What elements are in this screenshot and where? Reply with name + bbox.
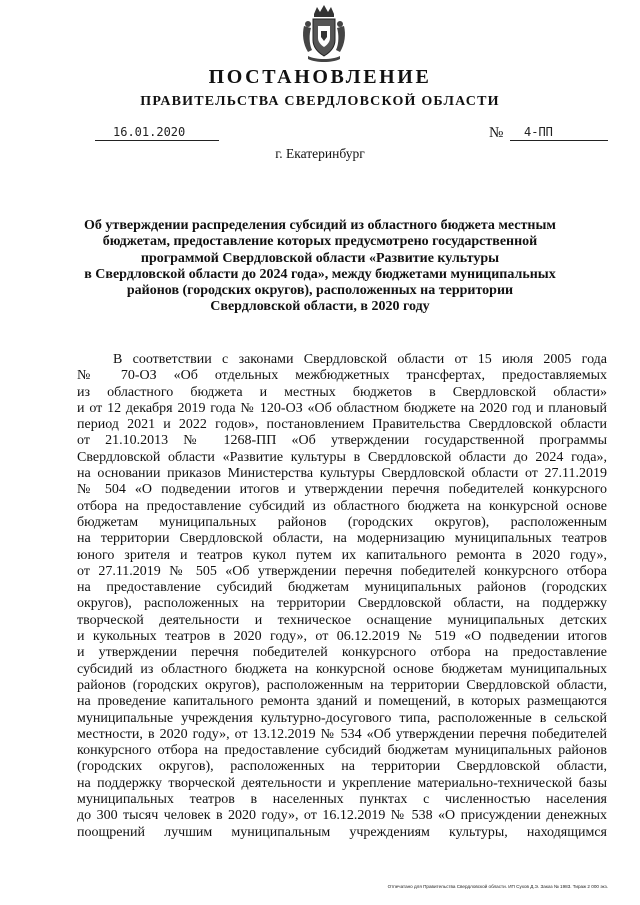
- body-line: В соответствии с законами Свердловской области от 15 июля 2005 года: [113, 352, 607, 367]
- body-line: юного зрителя и театров кукол путем их капитального ремонта в 2020 году»,: [77, 547, 607, 563]
- resolution-heading: [80, 218, 560, 316]
- body-line: на территории Свердловской области, на модернизацию муниципальных театров: [77, 531, 607, 547]
- body-line: муниципальные учреждения культурно-досугового типа, расположенные в сельской: [77, 710, 607, 726]
- body-line: на основании приказов Министерства культуры Свердловской области от 27.11.2019: [77, 466, 607, 482]
- heading-line: Свердловской области, в 2020 году: [210, 299, 430, 315]
- body-line: от 21.10.2013 № 1268-ПП «Об утверждении государственной программы: [77, 433, 607, 449]
- body-line: местности, в 2020 году», от 13.12.2019 № 534 «Об утверждении перечня победителей: [77, 726, 607, 742]
- body-line: из областного бюджета и местных бюджетов в Свердловской области»: [77, 384, 607, 400]
- body-line: отбора на предоставление субсидий из областного бюджета на конкурсной основе: [77, 498, 607, 514]
- document-date: 16.01.2020: [113, 125, 186, 139]
- document-title: ПОСТАНОВЛЕНИЕ: [208, 66, 432, 88]
- body-line: творческой деятельности и техническое оснащение муниципальных детских: [77, 612, 607, 628]
- body-line: № 70-ОЗ «Об отдельных межбюджетных трансфертах, предоставляемых: [77, 368, 607, 384]
- body-line: бюджетам муниципальных районов (городских округов), расположенным: [77, 514, 607, 530]
- heading-line: Об утверждении распределения субсидий из областного бюджета местным: [84, 218, 556, 233]
- body-line: округов), расположенных на территории Свердловской области, на поддержку: [77, 596, 607, 612]
- date-field: [95, 124, 219, 141]
- body-line: муниципальных театров в населенных пунктах с численностью населения: [77, 792, 607, 808]
- body-line: конкурсного отбора на предоставление субсидий бюджетам муниципальных районов: [77, 743, 607, 759]
- body-line: период 2021 и 2022 годов», постановлением Правительства Свердловской области: [77, 417, 607, 433]
- body-line: Свердловской области «Развитие культуры в Свердловской области до 2024 года»,: [77, 449, 607, 465]
- heading-line: программой Свердловской области «Развитие культуры: [140, 250, 500, 266]
- heading-line: районов (городских округов), расположенных на территории: [126, 283, 514, 299]
- body-line: на поддержку творческой деятельности и укрепление материально-технической базы: [77, 775, 607, 791]
- heading-line: в Свердловской области до 2024 года», между бюджетами муниципальных: [84, 266, 556, 282]
- document-subtitle: ПРАВИТЕЛЬСТВА СВЕРДЛОВСКОЙ ОБЛАСТИ: [140, 94, 500, 109]
- body-line: и кукольных театров в 2020 году», от 06.12.2019 № 519 «О подведении итогов: [77, 629, 607, 645]
- body-line: субсидий из областного бюджета на конкурсной основе бюджетам муниципальных: [77, 661, 607, 677]
- body-line: (городских округов), расположенных на территории Свердловской области,: [77, 759, 607, 775]
- heading-line: бюджетам, предоставление которых предусмотрено государственной: [102, 234, 538, 250]
- body-line: районов (городских округов), расположенным на территории Свердловской области,: [77, 677, 607, 693]
- body-line: на проведение капитального ремонта зданий и помещений, в которых размещаются: [77, 694, 607, 710]
- body-line: и от 12 декабря 2019 года № 120-ОЗ «Об областном бюджете на 2020 год и плановый: [77, 400, 607, 416]
- body-line: до 300 тысяч человек в 2020 году», от 16.12.2019 № 538 «О присуждении денежных: [77, 808, 607, 824]
- body-line: № 504 «О подведении итогов и утверждении перечня победителей конкурсного: [77, 482, 607, 498]
- body-line: на предоставление субсидий бюджетам муниципальных районов (городских: [77, 580, 607, 596]
- print-imprint: Отпечатано для Правительства Свердловской области. ИП Сухов Д.Э. Заказ № 1983. Тираж 2 000 экз.: [387, 884, 608, 889]
- coat-of-arms-icon: [300, 4, 348, 64]
- city-label: г. Екатеринбург: [275, 146, 365, 161]
- body-line: и утверждении перечня победителей конкурсного отбора на предоставление: [77, 645, 607, 661]
- body-line: поощрений лучшим муниципальным учреждениям культуры, находящимся: [77, 824, 607, 840]
- body-line: от 27.11.2019 № 505 «Об утверждении перечня победителей конкурсного отбора: [77, 563, 607, 579]
- number-sign: №: [489, 125, 504, 141]
- document-number: 4-ПП: [524, 125, 553, 139]
- number-field: [510, 124, 608, 141]
- body-paragraph: [77, 352, 607, 841]
